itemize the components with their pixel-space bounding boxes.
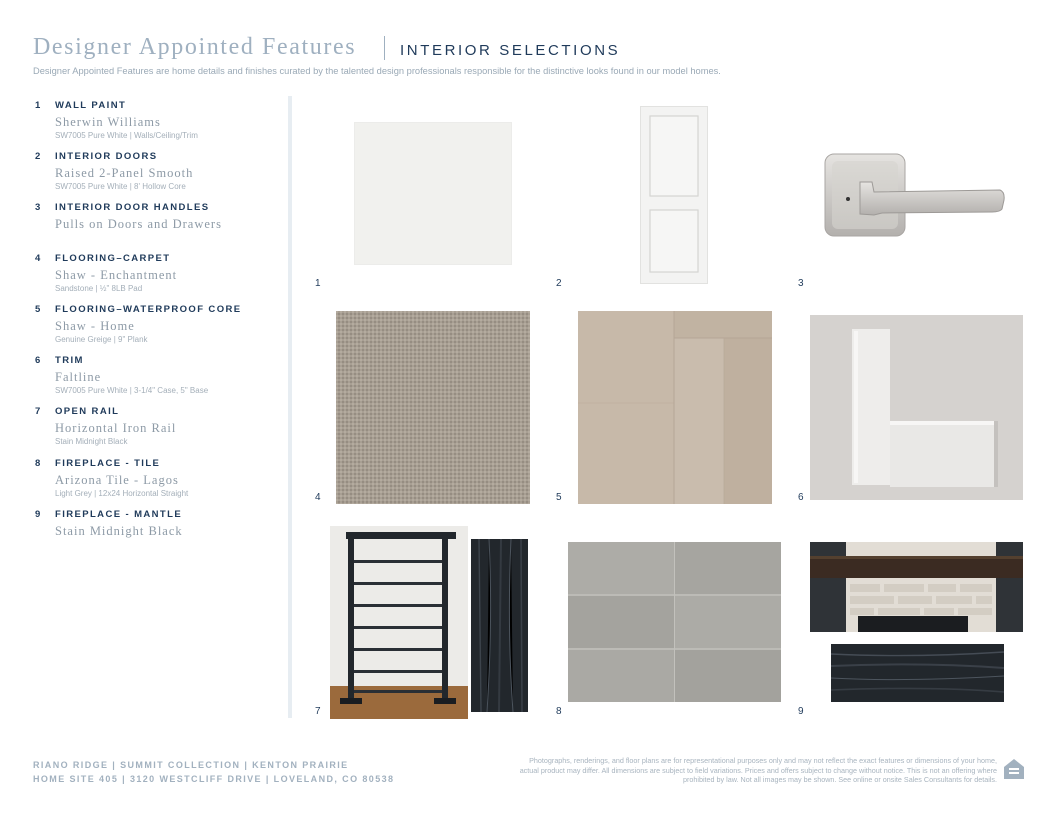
feature-number: 8 [35,458,42,469]
feature-category: OPEN RAIL [55,406,120,417]
feature-detail: SW7005 Pure White | 8' Hollow Core [55,182,186,191]
page-title: Designer Appointed Features [33,34,357,60]
feature-item-fireplace-mantle [35,509,280,540]
feature-item-trim [35,355,280,395]
title-divider [384,36,385,60]
wall-paint-swatch [354,122,512,265]
feature-number: 9 [35,509,42,520]
feature-name: Stain Midnight Black [55,524,183,538]
feature-category: INTERIOR DOORS [55,151,158,162]
feature-number: 7 [35,406,42,417]
feature-category: FIREPLACE - TILE [55,458,161,469]
feature-number: 4 [35,253,42,264]
feature-item-flooring-carpet [35,253,280,293]
feature-item-wall-paint [35,100,280,140]
feature-category: FLOORING–WATERPROOF CORE [55,304,242,315]
feature-number: 6 [35,355,42,366]
plank-flooring-swatch [578,311,772,504]
feature-number: 2 [35,151,42,162]
feature-category: TRIM [55,355,84,366]
feature-item-open-rail [35,406,280,446]
open-rail-image [330,526,468,719]
equal-housing-opportunity-icon [1002,757,1026,781]
trim-swatch [810,315,1023,500]
midnight-black-wood-swatch [471,539,528,712]
carpet-swatch [336,311,530,504]
swatch-number: 9 [798,706,804,717]
fireplace-tile-swatch [568,542,781,702]
feature-item-interior-doors [35,151,280,191]
feature-category: WALL PAINT [55,100,127,111]
swatch-number: 3 [798,278,804,289]
swatch-number: 4 [315,492,321,503]
feature-category: FLOORING–CARPET [55,253,171,264]
feature-name: Faltline [55,370,102,384]
mantle-black-wood-swatch [831,644,1004,702]
fireplace-mantle-image [810,542,1023,632]
feature-detail: Light Grey | 12x24 Horizontal Straight [55,489,189,498]
feature-detail: Stain Midnight Black [55,437,128,446]
feature-name: Shaw - Enchantment [55,268,178,282]
section-title: INTERIOR SELECTIONS [400,42,621,59]
community-name: RIANO RIDGE | SUMMIT COLLECTION | KENTON PRAIRIE [33,760,349,770]
feature-number: 3 [35,202,42,213]
page-subtitle: Designer Appointed Features are home details and finishes curated by the talented design professionals responsible for the distinctive looks found in our model homes. [33,66,721,76]
feature-name: Sherwin Williams [55,115,161,129]
swatch-number: 2 [556,278,562,289]
feature-name: Horizontal Iron Rail [55,421,177,435]
interior-door-image [640,106,708,284]
feature-detail: Genuine Greige | 9" Plank [55,335,148,344]
swatch-number: 6 [798,492,804,503]
swatch-number: 8 [556,706,562,717]
feature-name: Pulls on Doors and Drawers [55,217,222,231]
feature-name: Shaw - Home [55,319,135,333]
feature-number: 1 [35,100,42,111]
feature-number: 5 [35,304,42,315]
feature-category: INTERIOR DOOR HANDLES [55,202,210,213]
swatch-number: 5 [556,492,562,503]
feature-name: Arizona Tile - Lagos [55,473,179,487]
feature-name: Raised 2-Panel Smooth [55,166,194,180]
swatch-number: 7 [315,706,321,717]
home-site-address: HOME SITE 405 | 3120 WESTCLIFF DRIVE | LOVELAND, CO 80538 [33,774,395,784]
feature-item-flooring-waterproof-core [35,304,280,344]
feature-category: FIREPLACE - MANTLE [55,509,183,520]
swatch-number: 1 [315,278,321,289]
feature-detail: SW7005 Pure White | Walls/Ceiling/Trim [55,131,198,140]
feature-item-fireplace-tile [35,458,280,498]
legal-disclaimer: Photographs, renderings, and floor plans are for representational purposes only and may not reflect the exact features or dimensions of your home, actual product may differ. All dimensions are subject to field variations. Prices and offers subject to change without notice. This is not an offering where prohibited by law. Not all images may be shown. See online or onsite Sales Consultants for details. [519,756,997,785]
feature-detail: Sandstone | ½" 8LB Pad [55,284,143,293]
door-handle-image [822,152,1006,240]
feature-item-door-handles [35,202,280,233]
feature-detail: SW7005 Pure White | 3-1/4" Case, 5" Base [55,386,209,395]
vertical-divider [288,96,292,718]
